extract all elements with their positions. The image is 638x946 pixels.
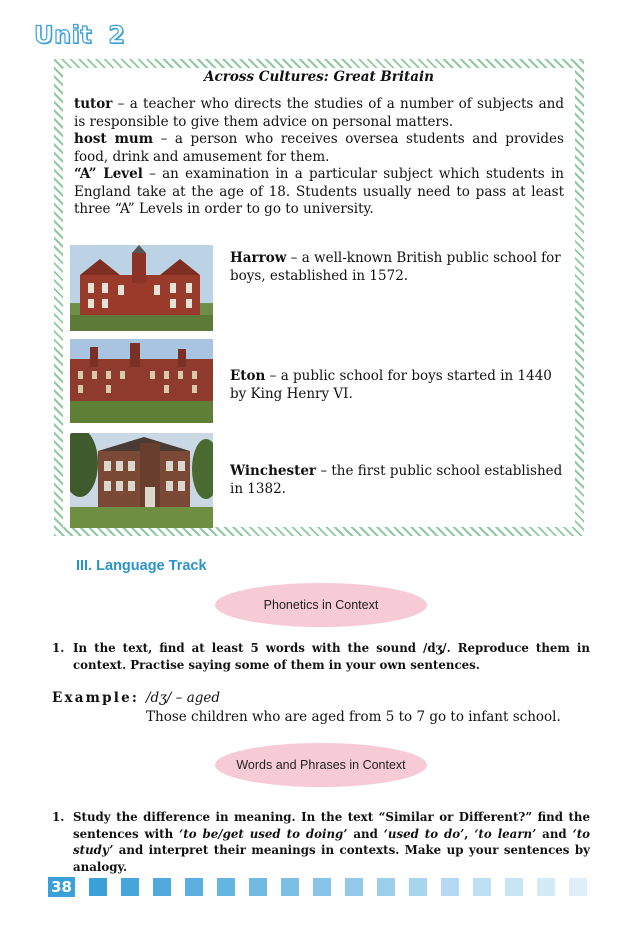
definitions bbox=[74, 96, 564, 219]
culture-box bbox=[54, 59, 584, 536]
harrow-school-photo bbox=[70, 245, 213, 331]
footer-square bbox=[217, 878, 235, 896]
page-number: 38 bbox=[48, 877, 75, 897]
definition-host-mum: host mum – a person who receives oversea students and provides food, drink and amusement for them. bbox=[74, 131, 564, 165]
unit-number: 2 bbox=[108, 21, 125, 49]
decorative-squares bbox=[75, 878, 587, 896]
footer-square bbox=[313, 878, 331, 896]
harrow-caption: Harrow – a well-known British public school for boys, established in 1572. bbox=[230, 250, 561, 284]
winchester-caption: Winchester – the first public school established in 1382. bbox=[230, 463, 563, 497]
eton-college-photo bbox=[70, 339, 213, 423]
footer-square bbox=[537, 878, 555, 896]
example-label: Example: bbox=[52, 690, 140, 706]
section-title: III. Language Track bbox=[76, 558, 207, 574]
footer-square bbox=[505, 878, 523, 896]
phonetics-task: 1. In the text, find at least 5 words with the sound /dʒ/. Reproduce them in context. Practise saying some of them in your own sentences. bbox=[52, 641, 590, 672]
words-phrases-pill: Words and Phrases in Context bbox=[215, 743, 427, 787]
footer-square bbox=[441, 878, 459, 896]
footer-square bbox=[121, 878, 139, 896]
footer-square bbox=[569, 878, 587, 896]
footer-square bbox=[249, 878, 267, 896]
phonetics-pill: Phonetics in Context bbox=[215, 583, 427, 627]
box-title: Across Cultures: Great Britain bbox=[204, 69, 434, 85]
footer-square bbox=[153, 878, 171, 896]
definition-a-level: “A” Level – an examination in a particular subject which students in England take at the age of 18. Students usually need to pass at least three “A” Levels in order to go to university. bbox=[74, 166, 564, 217]
footer-square bbox=[89, 878, 107, 896]
definition-tutor: tutor – a teacher who directs the studies of a number of subjects and is responsible to give them advice on personal matters. bbox=[74, 96, 564, 130]
unit-label: Unit bbox=[34, 21, 93, 49]
winchester-school-photo bbox=[70, 433, 213, 528]
footer-square bbox=[185, 878, 203, 896]
words-task: 1. Study the difference in meaning. In the text “Similar or Different?” find the sentences with ‘to be/get used to doing’ and ‘used to do’, ‘to learn’ and ‘to study’ and interpret their meanings in contexts. Make up your sentences by analogy. bbox=[52, 810, 591, 874]
page-footer bbox=[48, 877, 587, 897]
footer-square bbox=[409, 878, 427, 896]
footer-square bbox=[345, 878, 363, 896]
unit-heading bbox=[34, 19, 125, 51]
eton-caption: Eton – a public school for boys started in 1440 by King Henry VI. bbox=[230, 368, 552, 402]
footer-square bbox=[473, 878, 491, 896]
footer-square bbox=[377, 878, 395, 896]
example-sound: /dʒ/ – aged bbox=[146, 690, 221, 706]
example-sentence: Those children who are aged from 5 to 7 go to infant school. bbox=[146, 709, 561, 725]
footer-square bbox=[281, 878, 299, 896]
